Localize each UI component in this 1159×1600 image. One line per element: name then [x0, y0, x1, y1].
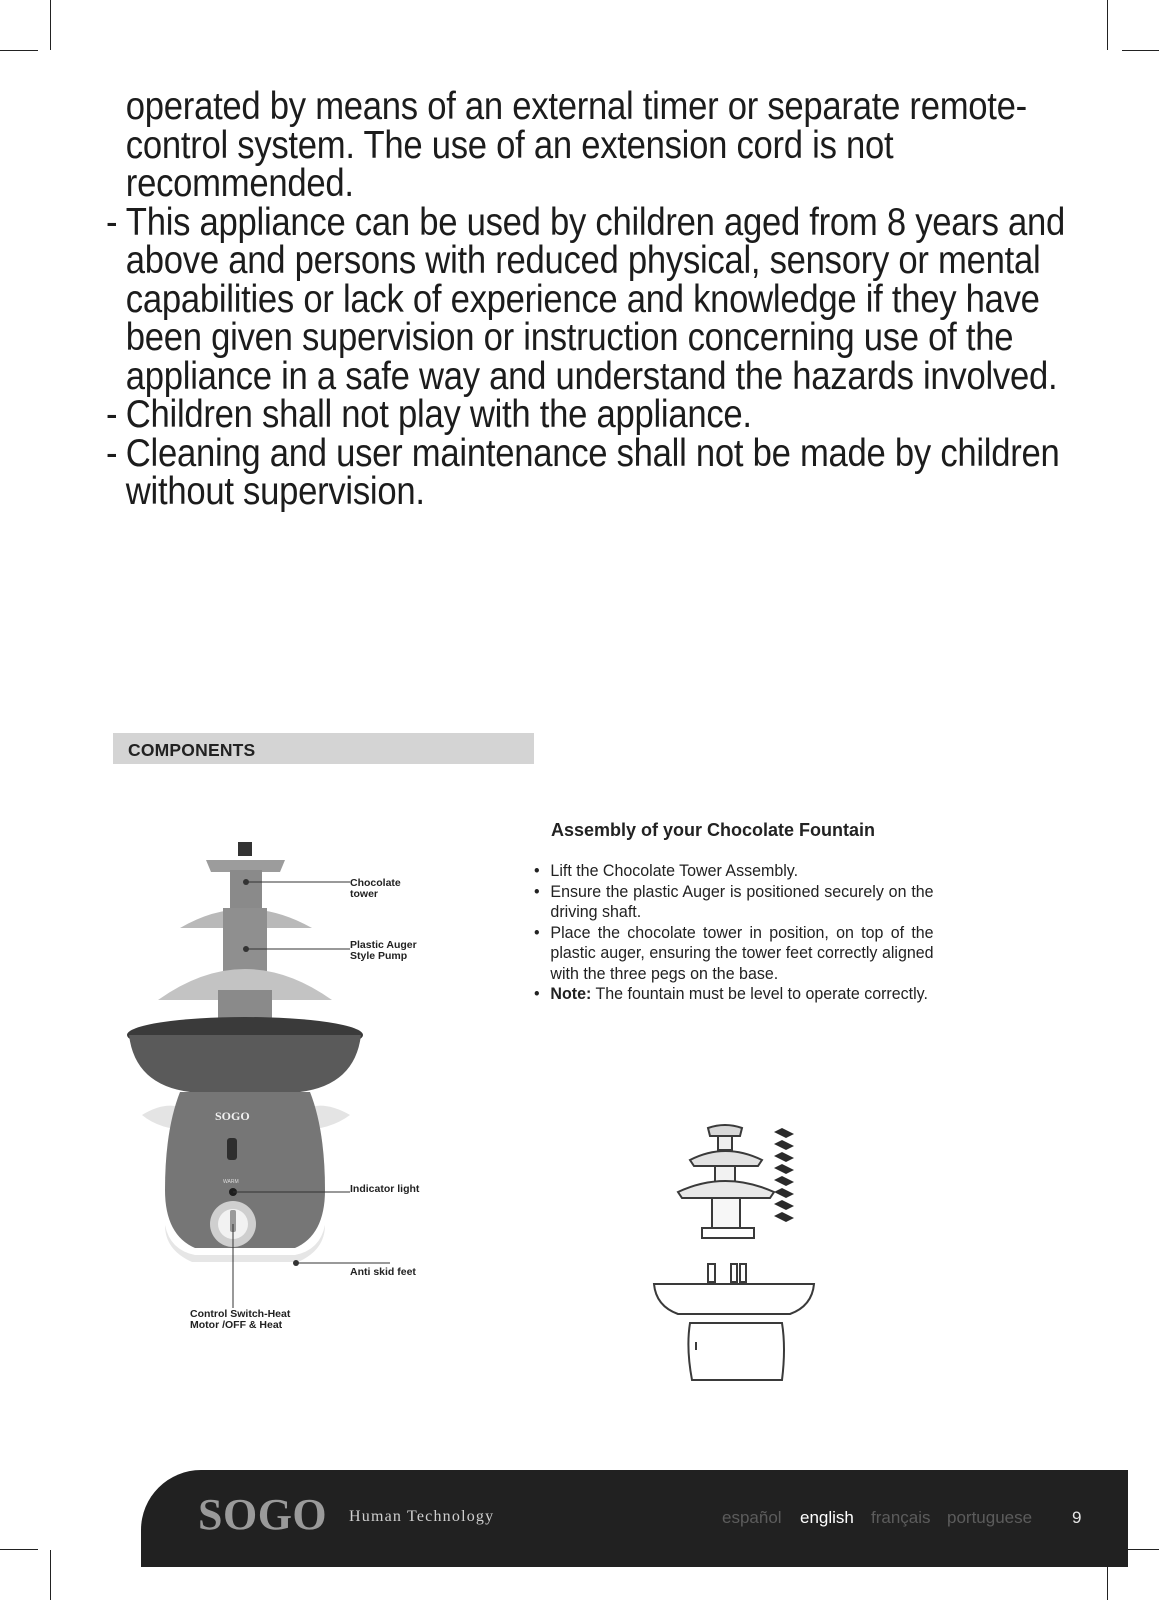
assembly-step-text: Ensure the plastic Auger is positioned securely on the driving shaft. [550, 882, 934, 921]
safety-bullet-text: This appliance can be used by children aged from 8 years and above and persons with reduced physical, sensory or mental capabilities or lack of experience and knowledge if they have been given supervision or instruction concerning use of the appliance in a safe way and understand the hazards involved. [125, 200, 1065, 398]
assembly-step-text: Lift the Chocolate Tower Assembly. [550, 862, 799, 880]
tower-cap-icon [238, 842, 252, 856]
assembly-steps [532, 861, 935, 1005]
language-link-portuguese[interactable]: portuguese [947, 1508, 1033, 1527]
safety-bullet-text: Cleaning and user maintenance shall not be made by children without supervision. [125, 431, 1060, 513]
language-link-english[interactable]: english [800, 1508, 854, 1527]
assembly-step [532, 861, 934, 882]
callout-auger-pump [350, 940, 417, 962]
assembly-step [532, 882, 934, 923]
dash-marker: - [106, 431, 118, 475]
assembly-note [532, 984, 934, 1005]
crop-mark [50, 1550, 51, 1600]
power-switch-icon [227, 1138, 237, 1160]
safety-instructions [106, 85, 1069, 513]
assembly-step-text: Place the chocolate tower in position, on top of the plastic auger, ensuring the tower feet correctly aligned with the three pegs on the base. [550, 923, 934, 983]
crop-mark [0, 1549, 38, 1550]
footer-tagline: Human Technology [349, 1508, 495, 1525]
note-text: The fountain must be level to operate correctly. [591, 985, 928, 1003]
callout-chocolate-tower [350, 878, 401, 900]
crop-mark [50, 0, 51, 50]
safety-bullet [106, 431, 1069, 513]
bullet-marker: • [533, 985, 540, 1003]
auger-icon [774, 1128, 794, 1222]
footer-brand-logo: SOGO [198, 1490, 328, 1539]
callout-line: Style Pump [350, 950, 408, 962]
callout-anti-skid-feet: Anti skid feet [350, 1266, 416, 1278]
crop-mark [1107, 0, 1108, 50]
callout-control-switch [190, 1309, 290, 1331]
product-logo: SOGO [215, 1109, 250, 1123]
language-link-espanol[interactable]: español [722, 1508, 782, 1527]
safety-continuation: operated by means of an external timer or separate remote-control system. The use of an extension cord is not recommended. [125, 85, 1027, 205]
safety-bullet [106, 200, 1069, 398]
bullet-marker: • [533, 882, 540, 901]
bullet-marker: • [533, 862, 540, 880]
crop-mark [1122, 50, 1159, 51]
note-label: Note: [550, 985, 592, 1003]
callout-line: Plastic Auger [350, 939, 417, 951]
page-number: 9 [1072, 1508, 1082, 1527]
language-link-francais[interactable]: français [871, 1508, 931, 1527]
callout-line: tower [350, 888, 379, 900]
components-heading-bar [113, 733, 534, 764]
callout-line: Motor /OFF & Heat [190, 1319, 283, 1331]
exploded-assembly-diagram [650, 1118, 830, 1393]
callout-line: Control Switch-Heat [190, 1308, 291, 1320]
dash-marker: - [106, 393, 118, 436]
assembly-step [532, 923, 934, 985]
safety-bullet-text: Children shall not play with the appliance. [125, 393, 752, 436]
crop-mark [0, 50, 38, 51]
callout-indicator-light: Indicator light [350, 1183, 420, 1195]
dial-label: WARM [223, 1179, 239, 1185]
assembly-title: Assembly of your Chocolate Fountain [551, 820, 876, 840]
callout-line: Chocolate [350, 877, 401, 889]
safety-bullet [106, 393, 1069, 436]
dash-marker: - [106, 200, 118, 244]
bullet-marker: • [533, 923, 540, 942]
components-heading: COMPONENTS [128, 740, 256, 760]
